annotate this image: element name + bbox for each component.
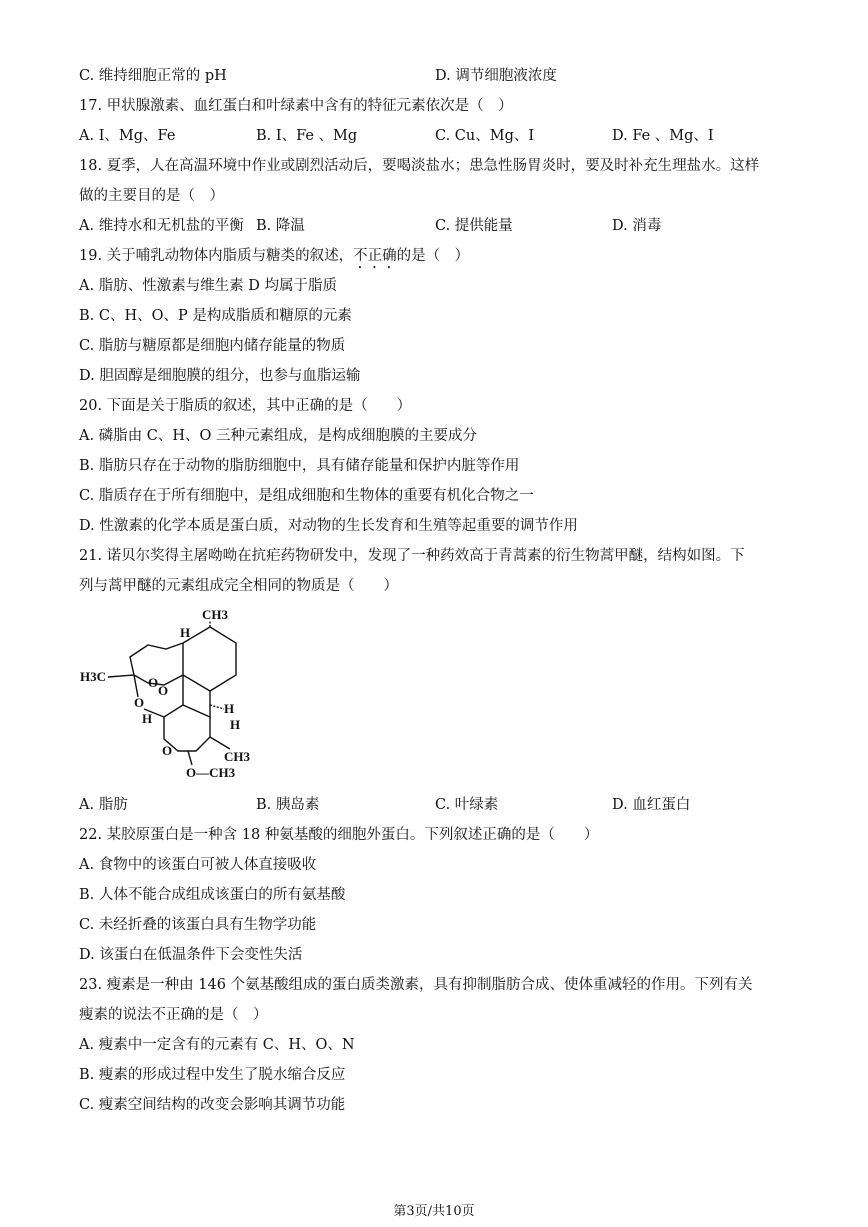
q22-option-a: A. 食物中的该蛋白可被人体直接吸收 [79,857,317,873]
q17-options-row [79,124,799,148]
q20-option-b: B. 脂肪只存在于动物的脂肪细胞中，具有储存能量和保护内脏等作用 [79,458,520,474]
q20-option-d: D. 性激素的化学本质是蛋白质，对动物的生长发育和生殖等起重要的调节作用 [79,518,578,534]
q23-option-b: B. 瘦素的形成过程中发生了脱水缩合反应 [79,1067,346,1083]
artemether-structure-diagram [78,605,258,785]
q16-option-d: D. 调节细胞液浓度 [435,68,557,84]
bond [188,751,192,765]
q17-option-b: B. I、Fe 、Mg [256,128,358,144]
q23-option-c: C. 瘦素空间结构的改变会影响其调节功能 [79,1097,346,1113]
q19-option-d: D. 胆固醇是细胞膜的组分，也参与血脂运输 [79,368,361,384]
label-o3: O [134,695,145,710]
q22-option-d: D. 该蛋白在低温条件下会变性失活 [79,947,303,963]
q18-option-b: B. 降温 [256,218,305,234]
label-h4: H [230,717,241,732]
q19-option-a: A. 脂肪、性激素与维生素 D 均属于脂质 [79,278,338,294]
label-h1: H [180,625,191,640]
q20-stem: 20. 下面是关于脂质的叙述，其中正确的是（ ） [79,398,412,414]
q19-stem [79,244,799,268]
label-och3: O—CH3 [186,765,236,780]
q18-option-c: C. 提供能量 [435,218,513,234]
q23-stem-line2: 瘦素的说法不正确的是（ ） [79,1007,268,1023]
bond [210,705,224,709]
q17-stem: 17. 甲状腺激素、血红蛋白和叶绿素中含有的特征元素依次是（ ） [79,98,513,114]
q16-options-row [79,64,799,88]
q16-option-c: C. 维持细胞正常的 pH [79,68,227,84]
q21-options-row [79,793,799,817]
q18-options-row [79,214,799,238]
q17-option-a: A. I、Mg、Fe [79,128,176,144]
q21-option-b: B. 胰岛素 [256,797,320,813]
q22-option-c: C. 未经折叠的该蛋白具有生物学功能 [79,917,317,933]
q18-stem-line2: 做的主要目的是（ ） [79,188,224,204]
q18-option-a: A. 维持水和无机盐的平衡 [79,218,244,234]
q18-option-d: D. 消毒 [612,218,662,234]
q17-option-d: D. Fe 、Mg、I [612,128,714,144]
q21-stem-line2: 列与蒿甲醚的元素组成完全相同的物质是（ ） [79,578,398,594]
q20-option-c: C. 脂质存在于所有细胞中，是组成细胞和生物体的重要有机化合物之一 [79,488,534,504]
label-h3: H [224,701,235,716]
bond [134,675,138,697]
q22-stem: 22. 某胶原蛋白是一种含 18 种氨基酸的细胞外蛋白。下列叙述正确的是（ ） [79,827,599,843]
bond [183,627,236,691]
q21-option-a: A. 脂肪 [79,797,128,813]
bond [130,643,183,675]
q22-option-b: B. 人体不能合成组成该蛋白的所有氨基酸 [79,887,346,903]
label-o2: O [158,683,169,698]
q19-stem-pre: 19. 关于哺乳动物体内脂质与糖类的叙述， [79,248,354,264]
label-h3c: H3C [80,669,106,684]
bond [210,737,230,749]
page-number: 第3页/共10页 [393,1204,475,1219]
q23-stem-line1: 23. 瘦素是一种由 146 个氨基酸组成的蛋白质类激素，具有抑制脂肪合成、使体重减轻的作用。下列有关 [79,977,753,993]
q21-option-d: D. 血红蛋白 [612,797,691,813]
q19-stem-post: 的是（ ） [396,248,470,264]
bond [108,675,134,677]
label-o4: O [162,743,173,758]
label-ch3-top: CH3 [202,607,228,622]
q20-option-a: A. 磷脂由 C、H、O 三种元素组成，是构成细胞膜的主要成分 [79,428,478,444]
q21-stem-line1: 21. 诺贝尔奖得主屠呦呦在抗疟药物研发中，发现了一种药效高于青蒿素的衍生物蒿甲醚，结构如图。下 [79,548,745,564]
label-o1: O [148,675,159,690]
q19-stem-emphasis: 不正确 [353,248,397,264]
q17-option-c: C. Cu、Mg、I [435,128,535,144]
q19-option-c: C. 脂肪与糖原都是细胞内储存能量的物质 [79,338,346,354]
bond [183,691,210,717]
q21-option-c: C. 叶绿素 [435,797,499,813]
label-h2: H [142,711,153,726]
q18-stem-line1: 18. 夏季，人在高温环境中作业或剧烈活动后，要喝淡盐水；患急性肠胃炎时，要及时补充生理盐水。这样 [79,158,760,174]
label-ch3-right: CH3 [224,749,250,764]
q19-option-b: B. C、H、O、P 是构成脂质和糖原的元素 [79,308,352,324]
q23-option-a: A. 瘦素中一定含有的元素有 C、H、O、N [79,1037,355,1053]
